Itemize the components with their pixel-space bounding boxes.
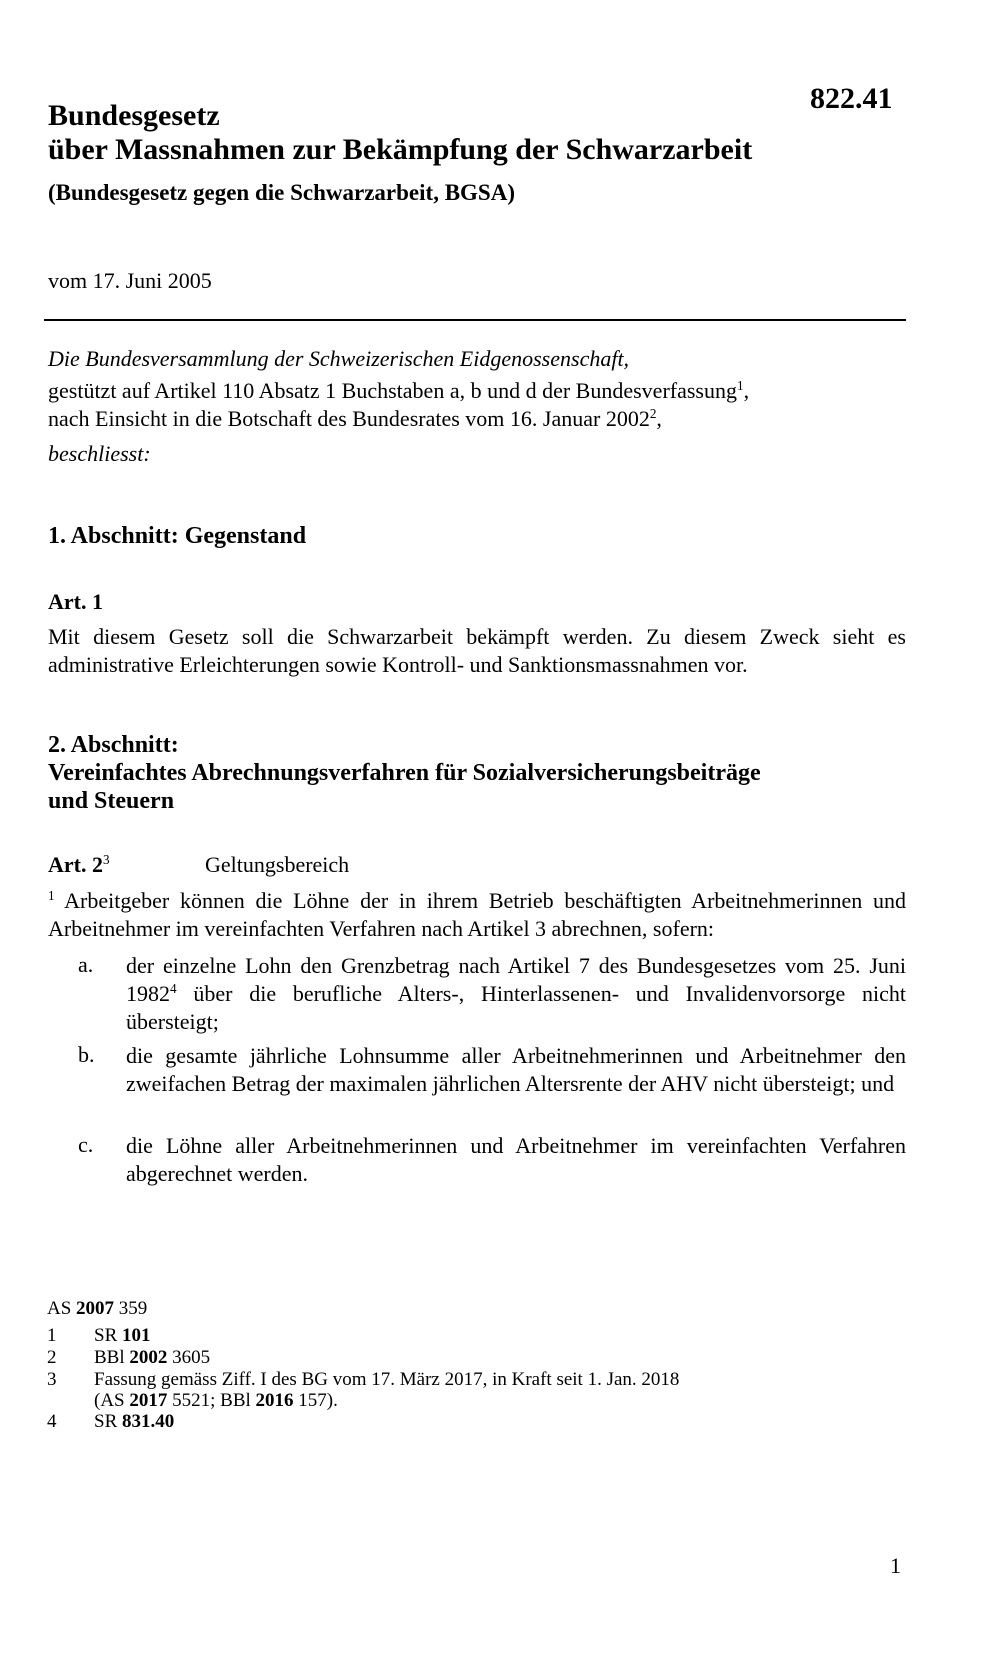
item-a-text-2: über die berufliche Alters-, Hinterlassenen- und Invalidenvorsorge nicht übersteigt; — [126, 981, 906, 1034]
art2-label — [48, 852, 110, 878]
item-c-label: c. — [78, 1132, 94, 1157]
as-ref-a: AS — [47, 1298, 77, 1319]
preamble-line3 — [48, 405, 908, 433]
fn3-e: 157). — [293, 1390, 338, 1411]
preamble-line4: beschliesst: — [48, 441, 151, 466]
fn2-b: 2002 — [129, 1347, 168, 1368]
fn3-d: 2016 — [255, 1390, 294, 1411]
item-a-text — [126, 952, 906, 1036]
item-a-label: a. — [78, 952, 94, 977]
footnote-2-text — [94, 1347, 210, 1368]
fn4-b: 831.40 — [122, 1411, 175, 1432]
art2-title: Geltungsbereich — [205, 852, 350, 877]
footnote-ref-4[interactable]: 4 — [170, 981, 177, 997]
page-number: 1 — [890, 1553, 901, 1578]
footnote-3-line2 — [94, 1390, 338, 1411]
footnote-3-line1: Fassung gemäss Ziff. I des BG vom 17. März 2017, in Kraft seit 1. Jan. 2018 — [94, 1369, 680, 1390]
footnote-ref-1[interactable]: 1 — [736, 378, 744, 394]
fn2-a: BBl — [94, 1347, 130, 1368]
fn1-a: SR — [94, 1325, 122, 1346]
short-title: (Bundesgesetz gegen die Schwarzarbeit, BGSA) — [48, 180, 515, 205]
title-line2: über Massnahmen zur Bekämpfung der Schwarzarbeit — [48, 133, 753, 166]
fn3-a: (AS — [94, 1390, 130, 1411]
section1-heading: 1. Abschnitt: Gegenstand — [48, 523, 307, 549]
section2-heading-line2: Vereinfachtes Abrechnungsverfahren für Sozialversicherungsbeiträge — [48, 760, 761, 786]
as-ref-b: 2007 — [76, 1298, 115, 1319]
item-c-text: die Löhne aller Arbeitnehmerinnen und Arbeitnehmer im vereinfachten Verfahren abgerechnet werden. — [126, 1133, 906, 1186]
footnote-4-num: 4 — [47, 1411, 57, 1432]
footnote-1-text — [94, 1325, 151, 1346]
fn3-b: 2017 — [129, 1390, 168, 1411]
para-number: 1 — [48, 888, 55, 904]
preamble-line1: Die Bundesversammlung der Schweizerischen Eidgenossenschaft, — [48, 346, 630, 371]
section2-heading-line1: 2. Abschnitt: — [48, 732, 179, 758]
footnote-ref-3[interactable]: 3 — [102, 852, 110, 868]
fn2-c: 3605 — [167, 1347, 211, 1368]
sr-number: 822.41 — [810, 82, 893, 115]
art2-para1-text: Arbeitgeber können die Löhne der in ihrem Betrieb beschäftigten Arbeitnehmerinnen und Arbeitnehmer im vereinfachten Verfahren nach Artikel 3 abrechnen, sofern: — [48, 888, 906, 941]
footnote-3-num: 3 — [47, 1369, 57, 1390]
as-reference — [47, 1298, 147, 1319]
header-rule — [44, 319, 906, 321]
art1-label: Art. 1 — [48, 589, 103, 614]
footnote-2-num: 2 — [47, 1347, 57, 1368]
item-a-text-1: der einzelne Lohn den Grenzbetrag nach Artikel 7 des Bundesgesetzes vom 25. Juni 1982 — [126, 953, 906, 1006]
art2-label-text: Art. 2 — [48, 852, 103, 877]
preamble-line2-end: , — [743, 378, 750, 403]
fn4-a: SR — [94, 1411, 122, 1432]
enactment-date: vom 17. Juni 2005 — [48, 268, 212, 293]
title-line1: Bundesgesetz — [48, 99, 220, 132]
art1-text: Mit diesem Gesetz soll die Schwarzarbeit bekämpft werden. Zu diesem Zweck sieht es administrative Erleichterungen sowie Kontroll- und Sanktionsmassnahmen vor. — [48, 624, 906, 677]
preamble-line3-end: , — [656, 406, 662, 431]
footnote-4-text — [94, 1411, 174, 1432]
preamble-line2 — [48, 377, 908, 405]
fn1-b: 101 — [122, 1325, 151, 1346]
item-b-text: die gesamte jährliche Lohnsumme aller Arbeitnehmerinnen und Arbeitnehmer den zweifachen Betrag der maximalen jährlichen Altersrente der AHV nicht übersteigt; und — [126, 1043, 906, 1096]
preamble-line2-text: gestützt auf Artikel 110 Absatz 1 Buchstaben a, b und d der Bundesverfassung — [48, 378, 737, 403]
section2-heading-line3: und Steuern — [48, 788, 175, 814]
as-ref-c: 359 — [114, 1298, 148, 1319]
item-b-label: b. — [78, 1042, 95, 1067]
footnote-1-num: 1 — [47, 1325, 57, 1346]
fn3-c: 5521; BBl — [167, 1390, 256, 1411]
preamble-line3-text: nach Einsicht in die Botschaft des Bundesrates vom 16. Januar 2002 — [48, 406, 650, 431]
art2-para1 — [48, 887, 906, 943]
footnote-ref-2[interactable]: 2 — [649, 406, 657, 422]
